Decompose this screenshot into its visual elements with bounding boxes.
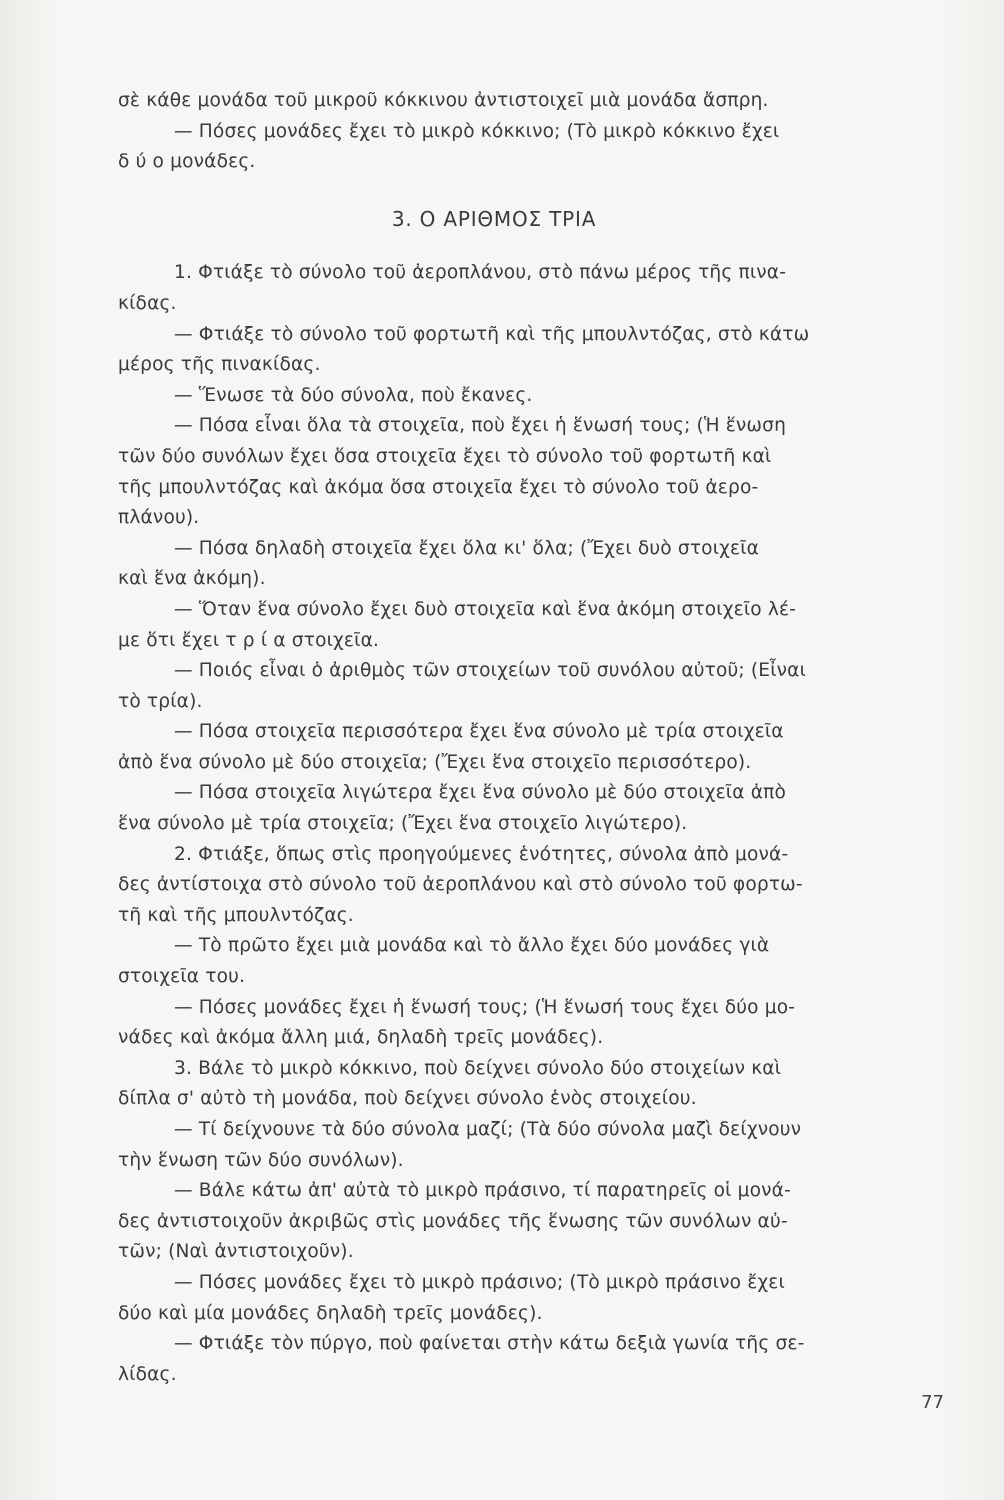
text-line: ἕνα σύνολο μὲ τρία στοιχεῖα; (Ἔχει ἕνα στοιχεῖο λιγώτερο). [118,813,688,835]
text-line: τῆς μπουλντόζας καὶ ἀκόμα ὅσα στοιχεῖα ἔχει τὸ σύνολο τοῦ ἀερο- [118,476,759,498]
text-line: — Φτιάξε τὸ σύνολο τοῦ φορτωτῆ καὶ τῆς μπουλντόζας, στὸ κάτω [174,323,810,345]
text-line: καὶ ἕνα ἀκόμη). [118,568,266,590]
text-line: μέρος τῆς πινακίδας. [118,354,321,376]
text-line: λίδας. [118,1363,177,1385]
text-line: — Πόσες μονάδες ἔχει τὸ μικρὸ πράσινο; (Τὸ μικρὸ πράσινο ἔχει [174,1271,785,1293]
text-line: τῶν δύο συνόλων ἔχει ὅσα στοιχεῖα ἔχει τὸ σύνολο τοῦ φορτωτῆ καὶ [118,445,772,467]
text-line: τῆ καὶ τῆς μπουλντόζας. [118,904,354,926]
text-line: τὴν ἕνωση τῶν δύο συνόλων). [118,1149,404,1171]
text-line: — Τί δείχνουνε τὰ δύο σύνολα μαζί; (Τὰ δύο σύνολα μαζὶ δείχνουν [174,1119,802,1140]
text-line: ἀπὸ ἕνα σύνολο μὲ δύο στοιχεῖα; (Ἔχει ἕνα στοιχεῖο περισσότερο). [118,751,752,773]
intro-lines [118,86,940,178]
text-line: 1. Φτιάξε τὸ σύνολο τοῦ ἀεροπλάνου, στὸ πάνω μέρος τῆς πινα- [174,262,787,284]
text-line: — Πόσες μονάδες ἔχει τὸ μικρὸ κόκκινο; (Τὸ μικρὸ κόκκινο ἔχει [174,120,780,142]
text-line: 3. Βάλε τὸ μικρὸ κόκκινο, ποὺ δείχνει σύνολο δύο στοιχείων καὶ [174,1057,782,1079]
text-line: — Τὸ πρῶτο ἔχει μιὰ μονάδα καὶ τὸ ἄλλο ἔχει δύο μονάδες γιὰ [174,935,770,957]
text-line: — Ποιός εἶναι ὁ ἀριθμὸς τῶν στοιχείων τοῦ συνόλου αὐτοῦ; (Εἶναι [174,660,807,682]
text-line: νάδες καὶ ἀκόμα ἄλλη μιά, δηλαδὴ τρεῖς μονάδες). [118,1027,604,1049]
text-line: στοιχεῖα του. [118,966,246,988]
text-line: — Βάλε κάτω ἀπ' αὐτὰ τὸ μικρὸ πράσινο, τί παρατηρεῖς οἱ μονά- [174,1180,791,1202]
text-line: — Πόσες μονάδες ἔχει ἡ ἕνωσή τους; (Ἡ ἕνωσή τους ἔχει δύο μο- [174,996,796,1018]
text-line: δίπλα σ' αὐτὸ τὴ μονάδα, ποὺ δείχνει σύνολο ἑνὸς στοιχείου. [118,1088,697,1110]
page-number: 77 [921,1392,944,1413]
text-line: — Φτιάξε τὸν πύργο, ποὺ φαίνεται στὴν κάτω δεξιὰ γωνία τῆς σε- [174,1333,805,1355]
text-line: τὸ τρία). [118,690,203,712]
text-line: δες ἀντίστοιχα στὸ σύνολο τοῦ ἀεροπλάνου καὶ στὸ σύνολο τοῦ φορτω- [118,874,803,896]
page-body [118,86,940,1390]
text-line: — Πόσα στοιχεῖα λιγώτερα ἔχει ἕνα σύνολο μὲ δύο στοιχεῖα ἀπὸ [174,782,786,804]
section-heading: 3. Ο ΑΡΙΘΜΟΣ ΤΡΙΑ [391,206,597,231]
text-line: δ ύ ο μονάδες. [118,151,256,173]
text-line: τῶν; (Ναὶ ἀντιστοιχοῦν). [118,1241,354,1263]
text-line: κίδας. [118,292,177,314]
text-line: — Πόσα στοιχεῖα περισσότερα ἔχει ἕνα σύνολο μὲ τρία στοιχεῖα [174,721,784,743]
text-line: σὲ κάθε μονάδα τοῦ μικροῦ κόκκινου ἀντιστοιχεῖ μιὰ μονάδα ἄσπρη. [118,90,769,111]
section-lines [118,258,940,1390]
text-line: με ὅτι ἔχει τ ρ ί α στοιχεῖα. [118,629,380,651]
text-line: — Ἕνωσε τὰ δύο σύνολα, ποὺ ἔκανες. [174,384,533,406]
text-line: — Πόσα δηλαδὴ στοιχεῖα ἔχει ὅλα κι' ὅλα; (Ἔχει δυὸ στοιχεῖα [174,537,760,559]
text-line: πλάνου). [118,507,200,529]
text-line: — Πόσα εἶναι ὅλα τὰ στοιχεῖα, ποὺ ἔχει ἡ ἕνωσή τους; (Ἡ ἕνωση [174,415,787,437]
text-line: 2. Φτιάξε, ὅπως στὶς προηγούμενες ἑνότητες, σύνολα ἀπὸ μονά- [174,843,789,865]
text-line: δύο καὶ μία μονάδες δηλαδὴ τρεῖς μονάδες). [118,1302,543,1324]
text-line: — Ὅταν ἕνα σύνολο ἔχει δυὸ στοιχεῖα καὶ ἕνα ἀκόμη στοιχεῖο λέ- [174,598,797,620]
text-line: δες ἀντιστοιχοῦν ἀκριβῶς στὶς μονάδες τῆς ἕνωσης τῶν συνόλων αὐ- [118,1210,788,1232]
